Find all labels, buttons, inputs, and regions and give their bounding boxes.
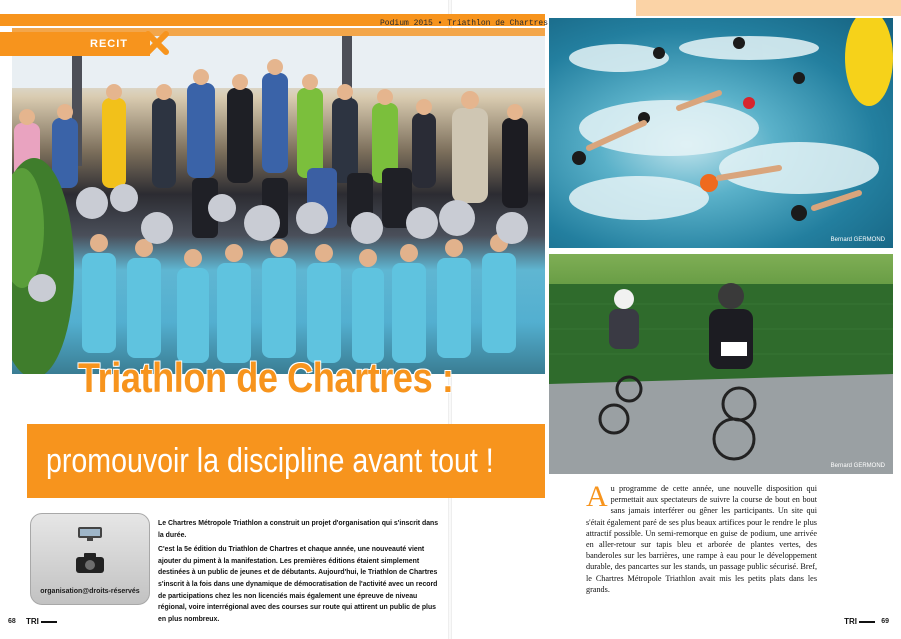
drop-cap: A <box>586 480 608 513</box>
photo-credit: Bernard GERMOND <box>830 237 885 243</box>
magazine-logo <box>26 617 57 626</box>
cross-icon <box>142 28 172 58</box>
logo-rule <box>41 621 57 623</box>
podium-photo <box>12 28 545 374</box>
running-head: Podium 2015 • Triathlon de Chartres <box>380 19 549 28</box>
intro-paragraph: C'est la 5e édition du Triathlon de Chartres et chaque année, une nouveauté vient ajouter du piment à la manifestation. Les premières éditions étaient simplement destinées à un public de jeunes et de débutants. Aujourd'hui, le Triathlon de Chartres s'inscrit à la fois dans une dynamique de démocratisation de l'activité avec un record de participations chez les non licenciés mais également une épreuve de niveau régional, voire interrégional avec des courses sur route qui attirent un public de plus en plus nombreux. <box>158 546 438 623</box>
placeholder-label: organisation@droits-réservés <box>40 588 140 595</box>
swim-photo <box>549 18 893 248</box>
photo-credit: Bernard GERMOND <box>830 463 885 469</box>
subtitle: promouvoir la discipline avant tout ! <box>46 442 494 480</box>
headline: Triathlon de Chartres : <box>78 354 454 401</box>
top-accent-band-right <box>636 0 901 16</box>
monitor-icon <box>77 526 103 542</box>
intro-paragraph: Le Chartres Métropole Triathlon a construit un projet d'organisation qui s'inscrit dans la durée. <box>158 520 439 539</box>
body-paragraph: u programme de cette année, une nouvelle disposition qui permettait aux spectateurs de suivre la course de bout en bout sans jamais interférer ou gêner les participants. Un site qui s'était également paré de ses plus beaux artifices pour le rendre le plus attractif possible. Un semi-remorque en guise de podium, une arrivée en aller-retour sur tapis bleu et arborée de plantes vertes, des banderoles sur les barrières, une rampe à eau pour le développement durable, des pancartes sur les stands, un passage public sécurisé. Bref, le Chartres Métropole Triathlon avait mis les petits plats dans les grands. <box>586 484 817 594</box>
logo-text: TRI <box>844 617 857 626</box>
intro-text <box>158 518 442 628</box>
bike-photo <box>549 254 893 474</box>
logo-text: TRI <box>26 617 39 626</box>
logo-rule <box>859 621 875 623</box>
page-number-right: 69 <box>881 618 889 625</box>
swim-photo-illustration <box>549 18 893 248</box>
podium-photo-illustration <box>12 28 545 374</box>
bike-photo-illustration <box>549 254 893 474</box>
image-placeholder <box>30 513 150 605</box>
body-text <box>586 480 817 595</box>
page-number-left: 68 <box>8 618 16 625</box>
camera-icon <box>75 552 105 574</box>
magazine-logo <box>844 617 875 626</box>
section-label: RECIT <box>0 32 150 56</box>
